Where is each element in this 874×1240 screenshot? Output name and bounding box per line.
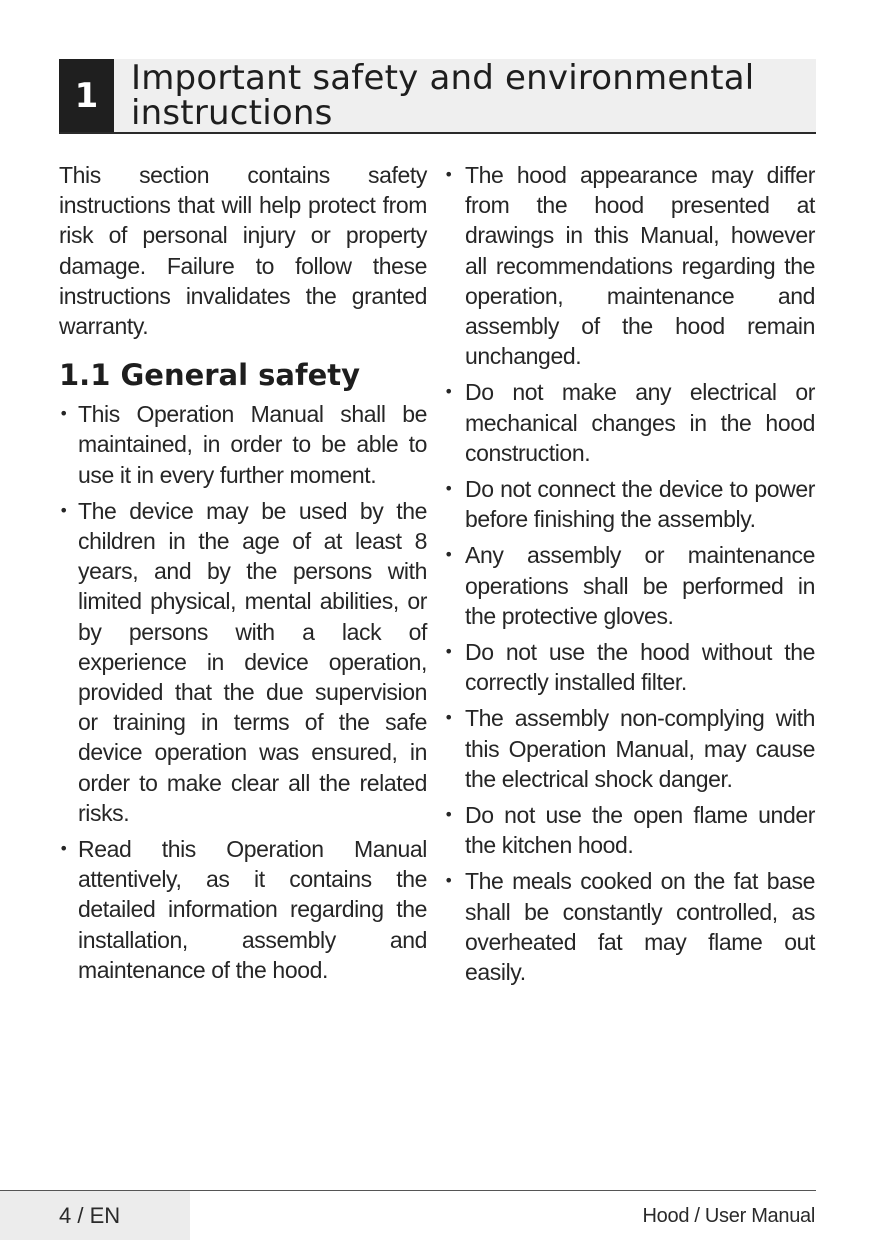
section-heading: 1.1 General safety — [59, 358, 361, 393]
list-item — [444, 160, 815, 371]
list-item-text: The assembly non-complying with this Operation Manual, may cause the electrical shock danger. — [465, 705, 815, 792]
bullet-icon: • — [444, 642, 454, 662]
bullet-icon: • — [59, 839, 69, 859]
list-item — [444, 703, 815, 794]
list-item — [59, 834, 427, 985]
bullet-icon: • — [444, 708, 454, 728]
bullet-icon: • — [444, 479, 454, 499]
bullet-icon: • — [59, 500, 69, 520]
bullet-icon: • — [444, 545, 454, 565]
list-item-text: Do not connect the device to power before finishing the assembly. — [465, 476, 815, 533]
list-item-text: Do not use the open flame under the kitchen hood. — [465, 802, 815, 859]
list-item — [444, 866, 815, 987]
list-item — [59, 496, 427, 828]
document-title: Hood / User Manual — [642, 1205, 815, 1227]
intro-paragraph: This section contains safety instructions that will help protect from risk of personal injury or property damage. Failure to follow these instructions invalidates the granted warranty. — [59, 162, 427, 340]
bullet-icon: • — [444, 871, 454, 891]
list-item — [444, 800, 815, 860]
list-item — [59, 399, 427, 490]
chapter-header — [59, 59, 816, 134]
list-item-text: Read this Operation Manual attentively, as it contains the detailed information regarding the installation, assembly and maintenance of the hood. — [78, 836, 427, 983]
list-item-text: Do not use the hood without the correctly installed filter. — [465, 639, 815, 696]
bullet-icon: • — [444, 382, 454, 402]
page-number: 4 / EN — [59, 1203, 121, 1228]
list-item-text: Do not make any electrical or mechanical changes in the hood construction. — [465, 379, 815, 466]
right-bullet-list — [444, 160, 815, 987]
bullet-icon: • — [444, 165, 454, 184]
list-item — [444, 377, 815, 468]
list-item-text: The hood appearance may differ from the hood presented at drawings in this Manual, however all recommendations regarding the operation, maintenance and assembly of the hood remain unchanged. — [465, 162, 815, 370]
list-item-text: Any assembly or maintenance operations shall be performed in the protective gloves. — [465, 542, 815, 629]
right-column — [444, 160, 815, 993]
list-item — [444, 540, 815, 631]
list-item-text: The device may be used by the children in the age of at least 8 years, and by the persons with limited physical, mental abilities, or by persons with a lack of experience in device operation, provided that the due supervision or training in terms of the safe device operation was ensured, in order to make clear all the related risks. — [78, 497, 427, 826]
list-item — [444, 637, 815, 697]
bullet-icon: • — [444, 805, 454, 825]
bullet-icon: • — [59, 404, 69, 424]
chapter-number: 1 — [59, 59, 114, 132]
chapter-title: Important safety and environmental instructions — [131, 58, 755, 133]
list-item-text: This Operation Manual shall be maintained, in order to be able to use it in every further moment. — [78, 401, 427, 488]
list-item — [444, 474, 815, 534]
left-column — [59, 160, 427, 991]
left-bullet-list — [59, 399, 427, 985]
list-item-text: The meals cooked on the fat base shall be constantly controlled, as overheated fat may flame out easily. — [465, 868, 815, 986]
